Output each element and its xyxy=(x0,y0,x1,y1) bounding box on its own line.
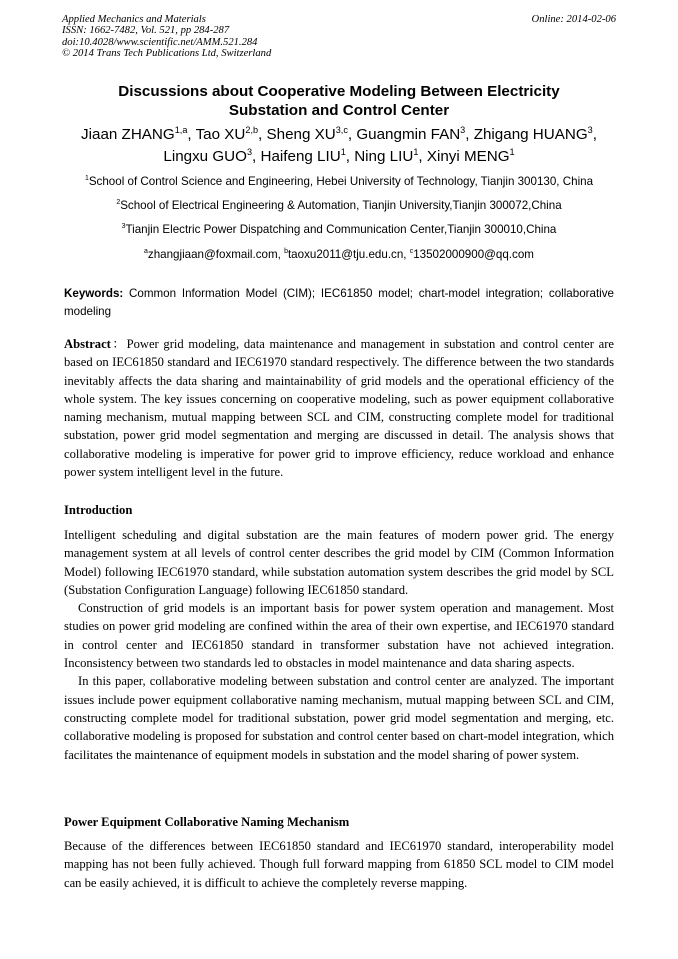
title-line-1: Discussions about Cooperative Modeling Between Electricity xyxy=(118,83,560,100)
author-list xyxy=(50,124,628,168)
copyright-line: © 2014 Trans Tech Publications Ltd, Switzerland xyxy=(62,48,272,60)
paragraph: Construction of grid models is an important basis for power system operation and management. Most studies on power grid modeling are confined within the area of their own expertise, and IEC61970 standard in control center and IEC61850 standard in transformer substation have not achieved integration. Inconsistency between two standards led to obstacles in model maintenance and data sharing aspects. xyxy=(64,601,614,671)
author: Lingxu GUO$^3$, xyxy=(163,146,261,165)
author: Sheng XU$^{3,c}$, xyxy=(266,124,357,143)
author: Ning LIU$^1$, xyxy=(354,146,427,165)
naming-mechanism-body xyxy=(64,837,614,892)
issn-line: ISSN: 1662-7482, Vol. 521, pp 284-287 xyxy=(62,25,230,37)
section-heading-naming-mechanism: Power Equipment Collaborative Naming Mechanism xyxy=(64,815,350,829)
keywords xyxy=(64,285,614,321)
journal-name: Applied Mechanics and Materials xyxy=(62,14,206,25)
paragraph: In this paper, collaborative modeling between substation and control center are analyzed. The important issues include power equipment collaborative naming mechanism, mutual mapping between SCL and CIM, constructing complete model for traditional substation, power grid model segmentation and merging, etc. collaborative modeling is proposed for substation and control center based on chart-model integration, which facilitates the maintenance of equipment models in substation and the model sharing of power system. xyxy=(64,674,614,762)
author: Xinyi MENG$^1$ xyxy=(426,146,515,165)
author: Tao XU$^{2,b}$, xyxy=(195,124,267,143)
keywords-label: Keywords: xyxy=(64,287,124,300)
doi-line: doi:10.4028/www.scientific.net/AMM.521.284 xyxy=(62,36,258,48)
journal-header xyxy=(62,14,616,60)
title-line-2: Substation and Control Center xyxy=(228,102,450,119)
author: Jiaan ZHANG$^{1,a}$, xyxy=(81,124,196,143)
paragraph: Because of the differences between IEC61850 standard and IEC61970 standard, interoperability model mapping has not been fully achieved. Though full forward mapping from 61850 SCL model to CIM model can be easily achieved, it is difficult to achieve the completely reverse mapping. xyxy=(64,839,614,890)
introduction-body xyxy=(64,526,614,764)
paper-title xyxy=(60,82,618,120)
author: Haifeng LIU$^1$, xyxy=(260,146,355,165)
affiliation-2: $^2$School of Electrical Engineering & Automation, Tianjin University,Tianjin 300072,China xyxy=(116,199,562,212)
author: Guangmin FAN$^3$, xyxy=(356,124,474,143)
affiliation-3: $^3$Tianjin Electric Power Dispatching and Communication Center,Tianjin 300010,China xyxy=(121,223,557,236)
section-heading-introduction: Introduction xyxy=(64,503,133,517)
abstract-text: Power grid modeling, data maintenance and management in substation and control center are based on IEC61850 standard and IEC61970 standard respectively. The difference between the two standards inevitably affects the data sharing and maintainability of grid models and the operational efficiency of the whole system. The key issues concerning on cooperative modeling, such as power equipment collaborative naming mechanism, mutual mapping between SCL and CIM, constructing complete model for traditional substation, power grid model segmentation and merging are discussed in detail. The analysis shows that collaborative modeling is imperative for power grid to improve efficiency, reduce workload and enhance power system intelligent level in the future. xyxy=(64,337,615,480)
abstract-label: Abstract xyxy=(64,337,111,351)
author-emails: $^a$zhangjiaan@foxmail.com, $^b$taoxu2011@tju.edu.cn, $^c$13502000900@qq.com xyxy=(144,248,534,261)
author: Zhigang HUANG$^3$, xyxy=(473,124,597,143)
affiliation-1: $^1$School of Control Science and Engineering, Hebei University of Technology, Tianjin 300130, China xyxy=(84,175,594,188)
abstract: Abstract：Power grid modeling, data maintenance and management in substation and control center are based on IEC61850 standard and IEC61970 standard respectively. The difference between the two standards inevitably affects the data sharing and maintainability of grid models and the operational efficiency of the whole system. The key issues concerning on cooperative modeling, such as power equipment collaborative naming mechanism, mutual mapping between SCL and CIM, constructing complete model for traditional substation, power grid model segmentation and merging are discussed in detail. The analysis shows that collaborative modeling is imperative for power grid to improve efficiency, reduce workload and enhance power system intelligent level in the future. xyxy=(64,337,615,480)
online-date: Online: 2014-02-06 xyxy=(531,14,616,25)
keywords-text: Common Information Model (CIM); IEC61850 model; chart-model integration; collaborative modeling xyxy=(64,287,614,318)
paragraph: Intelligent scheduling and digital substation are the main features of modern power grid. The energy management system at all levels of control center describes the grid model by CIM (Common Information Model) following IEC61970 standard, while substation automation system describes the grid model by SCL (Substation Configuration Language) following IEC61850 standard. xyxy=(64,528,614,597)
